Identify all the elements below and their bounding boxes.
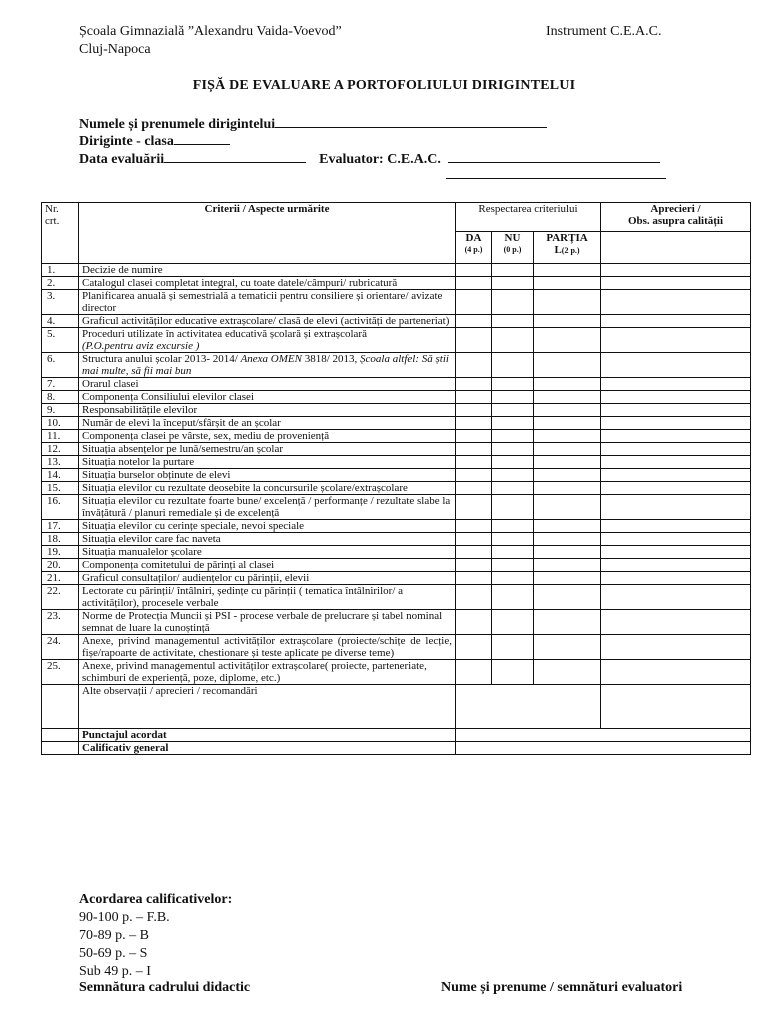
header-partial-points: (2 p.) [561,246,580,255]
partial-cell[interactable] [534,495,601,520]
row-number: 6. [42,353,79,378]
partial-cell[interactable] [534,391,601,404]
qualifier-field[interactable] [456,742,751,755]
table-row [42,635,751,660]
header-appraisal-1: Aprecieri / [650,203,701,215]
appraisal-cell[interactable] [601,546,751,559]
da-cell[interactable] [456,417,492,430]
header-partial-label-1: PARȚIA [546,232,588,244]
partial-cell[interactable] [534,572,601,585]
row-number: 20. [42,559,79,572]
da-cell[interactable] [456,443,492,456]
row-number: 24. [42,635,79,660]
page-title: FIȘĂ DE EVALUARE A PORTOFOLIULUI DIRIGINTELUI [192,78,576,93]
appraisal-cell[interactable] [601,404,751,417]
da-cell[interactable] [456,353,492,378]
da-cell[interactable] [456,404,492,417]
appraisal-cell[interactable] [601,277,751,290]
row-criterion [79,353,456,378]
partial-cell[interactable] [534,660,601,685]
class-label: Diriginte - clasa [79,134,174,149]
appraisal-cell[interactable] [601,572,751,585]
row-criterion: Anexe, privind managementul activităților extrașcolare (proiecte/schițe de lecție, fișe/rapoarte de activitate, chestionare și teste aplicate pe diverse teme) [79,635,456,660]
nu-cell[interactable] [492,277,534,290]
grading-heading: Acordarea calificativelor: [79,892,233,907]
observations-field[interactable] [456,685,601,729]
row-number: 23. [42,610,79,635]
row-number: 4. [42,315,79,328]
da-cell[interactable] [456,430,492,443]
table-row [42,469,751,482]
row-number: 2. [42,277,79,290]
partial-cell[interactable] [534,559,601,572]
row-criterion: Graficul consultaților/ audiențelor cu părinții, elevii [79,572,456,585]
header-nu-label: NU [504,232,521,244]
row-number: 21. [42,572,79,585]
score-label: Punctajul acordat [79,729,456,742]
row-criterion-note: Școala altfel: Să știi mai multe, să fii mai bun [82,353,449,377]
row-criterion: Situația notelor la purtare [79,456,456,469]
appraisal-cell[interactable] [601,443,751,456]
da-cell[interactable] [456,328,492,353]
nu-cell[interactable] [492,572,534,585]
partial-cell[interactable] [534,264,601,277]
row-number: 13. [42,456,79,469]
nu-cell[interactable] [492,469,534,482]
nu-cell[interactable] [492,443,534,456]
partial-cell[interactable] [534,469,601,482]
row-number: 22. [42,585,79,610]
nu-cell[interactable] [492,610,534,635]
row-criterion: Situația burselor obținute de elevi [79,469,456,482]
row-criterion: Anexe, privind managementul activităților extrașcolare( proiecte, parteneriate, schimburi de experiență, poze, diplome, etc.) [79,660,456,685]
table-row [42,585,751,610]
row-number: 16. [42,495,79,520]
row-criterion: Situația elevilor care fac naveta [79,533,456,546]
nu-cell[interactable] [492,635,534,660]
da-cell[interactable] [456,495,492,520]
nu-cell[interactable] [492,520,534,533]
da-cell[interactable] [456,610,492,635]
header-da-points: (4 p.) [464,245,483,254]
table-row [42,572,751,585]
date-label: Data evaluării [79,152,165,167]
nu-cell[interactable] [492,404,534,417]
row-number: 11. [42,430,79,443]
appraisal-cell[interactable] [601,482,751,495]
partial-cell[interactable] [534,417,601,430]
da-cell[interactable] [456,315,492,328]
score-row [42,729,751,742]
observations-nr-blank [42,685,79,729]
header-appraisal-2: Obs. asupra calității [627,215,724,227]
header-partial [534,232,601,264]
appraisal-cell[interactable] [601,495,751,520]
table-row [42,520,751,533]
nu-cell[interactable] [492,290,534,315]
row-criterion-text-2: 3818/ 2013, [304,353,358,365]
partial-cell[interactable] [534,482,601,495]
header-appraisal-blank [601,232,751,264]
row-criterion: Situația elevilor cu rezultate deosebite la concursurile școlare/extrașcolare [79,482,456,495]
da-cell[interactable] [456,456,492,469]
nu-cell[interactable] [492,391,534,404]
table-row [42,391,751,404]
instrument-label: Instrument C.E.A.C. [546,24,662,39]
evaluator-field[interactable] [448,149,660,163]
row-number: 3. [42,290,79,315]
header-nu [492,232,534,264]
table-row [42,482,751,495]
table-row [42,533,751,546]
table-row [42,417,751,430]
date-evaluator-line [79,149,660,168]
partial-cell[interactable] [534,430,601,443]
row-criterion-text: Proceduri utilizate în activitatea educativă școlară și extrașcolară [82,328,367,340]
partial-cell[interactable] [534,520,601,533]
row-number: 10. [42,417,79,430]
score-nr-blank [42,729,79,742]
row-criterion: Lectorate cu părinții/ întâlniri, ședințe cu părinții ( tematica întâlnirilor/ a activităților), procesele verbale [79,585,456,610]
evaluator-field-extra[interactable] [446,178,666,179]
row-number: 18. [42,533,79,546]
observations-row [42,685,751,729]
nu-cell[interactable] [492,264,534,277]
city-name: Cluj-Napoca [79,42,151,57]
nu-cell[interactable] [492,315,534,328]
header-partial-label-2: L [554,244,562,256]
table-row [42,290,751,315]
da-cell[interactable] [456,277,492,290]
appraisal-cell[interactable] [601,520,751,533]
table-row [42,404,751,417]
row-number: 1. [42,264,79,277]
row-criterion: Situația absențelor pe lună/semestru/an școlar [79,443,456,456]
partial-cell[interactable] [534,443,601,456]
grading-line: Sub 49 p. – I [79,964,151,979]
appraisal-cell[interactable] [601,315,751,328]
appraisal-cell[interactable] [601,559,751,572]
appraisal-cell[interactable] [601,378,751,391]
appraisal-cell[interactable] [601,417,751,430]
table-row [42,660,751,685]
observations-label: Alte observații / aprecieri / recomandări [79,685,456,729]
row-number: 15. [42,482,79,495]
da-cell[interactable] [456,585,492,610]
nu-cell[interactable] [492,328,534,353]
row-criterion-text: Structura anului școlar 2013- 2014/ [82,353,238,365]
table-row [42,559,751,572]
header-respect: Respectarea criteriului [456,203,601,232]
partial-cell[interactable] [534,635,601,660]
row-number: 19. [42,546,79,559]
row-criterion: Situația manualelor școlare [79,546,456,559]
table-row [42,328,751,353]
row-criterion: Planificarea anuală și semestrială a tematicii pentru consiliere și orientare/ avizate director [79,290,456,315]
row-criterion [79,328,456,353]
row-criterion: Componența comitetului de părinți al clasei [79,559,456,572]
row-criterion: Componența Consiliului elevilor clasei [79,391,456,404]
table-row [42,610,751,635]
partial-cell[interactable] [534,277,601,290]
grading-line: 70-89 p. – B [79,928,149,943]
row-criterion: Norme de Protecția Muncii și PSI - procese verbale de prelucrare și tabel nominal semnat de luare la cunoștință [79,610,456,635]
appraisal-cell[interactable] [601,456,751,469]
header-nu-points: (0 p.) [503,245,522,254]
qualifier-row [42,742,751,755]
da-cell[interactable] [456,469,492,482]
row-number: 25. [42,660,79,685]
appraisal-cell[interactable] [601,635,751,660]
row-number: 7. [42,378,79,391]
row-criterion: Graficul activităților educative extrașcolare/ clasă de elevi (activități de parteneriat) [79,315,456,328]
partial-cell[interactable] [534,533,601,546]
qualifier-label: Calificativ general [79,742,456,755]
table-row [42,546,751,559]
teacher-signature-label: Semnătura cadrului didactic [79,980,251,995]
da-cell[interactable] [456,378,492,391]
appraisal-cell[interactable] [601,290,751,315]
partial-cell[interactable] [534,353,601,378]
nu-cell[interactable] [492,660,534,685]
row-criterion: Componența clasei pe vârste, sex, mediu de proveniență [79,430,456,443]
appraisal-cell[interactable] [601,430,751,443]
row-criterion-note: (P.O.pentru aviz excursie ) [82,340,200,352]
nu-cell[interactable] [492,559,534,572]
row-criterion: Orarul clasei [79,378,456,391]
partial-cell[interactable] [534,610,601,635]
header-appraisal [601,203,751,232]
table-row [42,495,751,520]
class-field[interactable] [174,131,230,145]
partial-cell[interactable] [534,404,601,417]
teacher-name-field[interactable] [275,114,547,128]
header-da-label: DA [465,232,482,244]
partial-cell[interactable] [534,456,601,469]
row-number: 9. [42,404,79,417]
nu-cell[interactable] [492,456,534,469]
table-row [42,353,751,378]
row-number: 5. [42,328,79,353]
header-nr [42,203,79,264]
da-cell[interactable] [456,660,492,685]
grading-line: 50-69 p. – S [79,946,148,961]
table-row [42,277,751,290]
row-criterion: Număr de elevi la început/sfârșit de an școlar [79,417,456,430]
partial-cell[interactable] [534,328,601,353]
partial-cell[interactable] [534,585,601,610]
table-row [42,315,751,328]
appraisal-cell[interactable] [601,533,751,546]
nu-cell[interactable] [492,378,534,391]
table-row [42,430,751,443]
nu-cell[interactable] [492,533,534,546]
partial-cell[interactable] [534,546,601,559]
class-line [79,131,230,150]
nu-cell[interactable] [492,353,534,378]
nu-cell[interactable] [492,546,534,559]
nu-cell[interactable] [492,417,534,430]
header-crt-text: crt. [45,215,60,227]
appraisal-cell[interactable] [601,391,751,404]
table-row [42,378,751,391]
row-number: 17. [42,520,79,533]
row-criterion: Decizie de numire [79,264,456,277]
evaluators-signature-label: Nume și prenume / semnături evaluatori [441,980,683,995]
nu-cell[interactable] [492,430,534,443]
nu-cell[interactable] [492,585,534,610]
da-cell[interactable] [456,635,492,660]
appraisal-cell[interactable] [601,328,751,353]
row-number: 14. [42,469,79,482]
da-cell[interactable] [456,290,492,315]
da-cell[interactable] [456,264,492,277]
row-number: 8. [42,391,79,404]
da-cell[interactable] [456,546,492,559]
row-criterion: Situația elevilor cu rezultate foarte bune/ excelență / performanțe / rezultate slabe la învățătură / planuri remediale și de excelență [79,495,456,520]
appraisal-cell[interactable] [601,585,751,610]
date-field[interactable] [164,149,306,163]
grading-scale [79,891,232,981]
nu-cell[interactable] [492,482,534,495]
da-cell[interactable] [456,391,492,404]
appraisal-cell[interactable] [601,353,751,378]
da-cell[interactable] [456,559,492,572]
appraisal-cell[interactable] [601,610,751,635]
row-criterion: Catalogul clasei completat integral, cu toate datele/câmpuri/ rubricatură [79,277,456,290]
evaluation-table [41,202,751,755]
row-number: 12. [42,443,79,456]
school-name: Școala Gimnazială ”Alexandru Vaida-Voevod” [79,24,342,39]
grading-line: 90-100 p. – F.B. [79,910,170,925]
appraisal-cell[interactable] [601,264,751,277]
appraisal-cell[interactable] [601,469,751,482]
row-criterion-annex: Anexa OMEN [240,353,302,365]
score-field[interactable] [456,729,751,742]
header-criteria: Criterii / Aspecte urmărite [79,203,456,264]
teacher-name-label: Numele și prenumele dirigintelui [79,117,276,132]
da-cell[interactable] [456,482,492,495]
table-row [42,456,751,469]
partial-cell[interactable] [534,378,601,391]
header-partial-line-2 [537,244,597,257]
qualifier-nr-blank [42,742,79,755]
partial-cell[interactable] [534,290,601,315]
partial-cell[interactable] [534,315,601,328]
header-nr-text: Nr. [45,203,59,215]
row-criterion: Responsabilitățile elevilor [79,404,456,417]
table-row [42,443,751,456]
appraisal-cell[interactable] [601,660,751,685]
observations-appraisal-field[interactable] [601,685,751,729]
header-da [456,232,492,264]
da-cell[interactable] [456,572,492,585]
da-cell[interactable] [456,520,492,533]
da-cell[interactable] [456,533,492,546]
nu-cell[interactable] [492,495,534,520]
row-criterion: Situația elevilor cu cerințe speciale, nevoi speciale [79,520,456,533]
table-row [42,264,751,277]
evaluator-label: Evaluator: C.E.A.C. [319,152,441,167]
